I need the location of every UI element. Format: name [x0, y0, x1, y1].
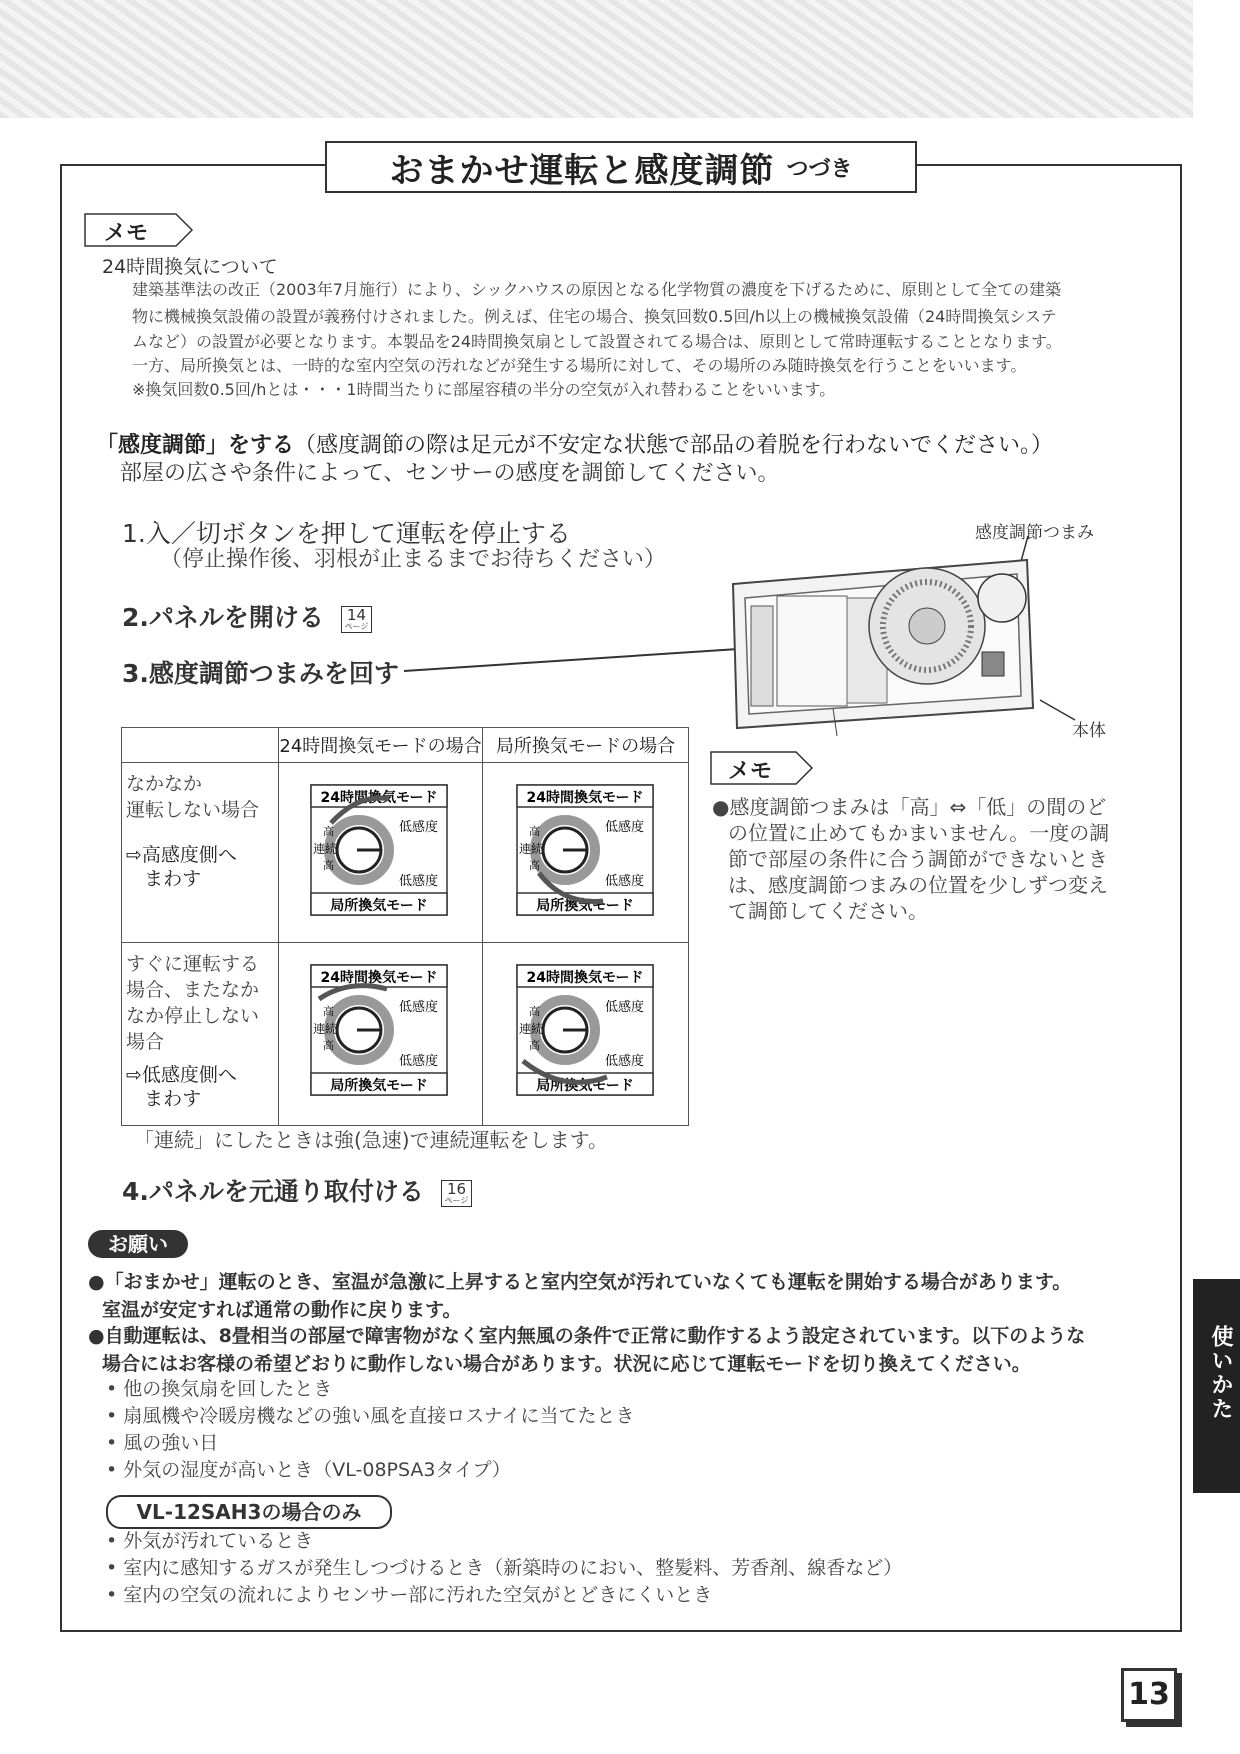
step-2-label: 2.パネルを開ける	[122, 603, 324, 632]
dial-diagram	[279, 763, 482, 938]
svg-text:高: 高	[529, 1005, 540, 1018]
section-heading-bold: 「感度調節」をする	[96, 433, 295, 458]
svg-text:高: 高	[323, 825, 334, 838]
page-number: 13	[1121, 1668, 1177, 1722]
table-header-24h: 24時間換気モードの場合	[279, 728, 483, 763]
side-tab	[1193, 1279, 1240, 1493]
body-label: 本体	[1072, 721, 1106, 741]
svg-text:局所換気モード: 局所換気モード	[536, 1078, 634, 1094]
memo-tag-label: メモ	[104, 221, 149, 246]
dial-diagram	[483, 943, 688, 1121]
svg-text:連続: 連続	[313, 1022, 338, 1036]
dial-bottom-label: 局所換気モード	[330, 898, 428, 914]
model-items	[106, 1528, 902, 1609]
page-ref-16: 16 ページ	[441, 1180, 473, 1207]
svg-text:24時間換気モード: 24時間換気モード	[526, 790, 644, 806]
list-item: • 室内に感知するガスが発生しつづけるとき（新築時のにおい、整髪料、芳香剤、線香など）	[106, 1557, 903, 1579]
table-row	[122, 943, 689, 1126]
svg-text:高: 高	[529, 859, 540, 872]
request-bullet-1: ●「おまかせ」運転のとき、室温が急激に上昇すると室内空気が汚れていなくても運転を開始する場合があります。 室温が安定すれば通常の動作に戻ります。	[88, 1271, 1072, 1321]
list-item: • 扇風機や冷暖房機などの強い風を直接ロスナイに当てたとき	[106, 1405, 635, 1427]
table-row	[122, 763, 689, 943]
row-1-turn: ⇨高感度側へ まわす	[126, 844, 237, 890]
memo-2-body: ●感度調節つまみは「高」⇔「低」の間のど の位置に止めてもかまいません。一度の調 節で部屋の条件に合う調節ができないとき は、感度調節つまみの位置を少しずつ変え て調節してください。	[712, 795, 1110, 923]
table-footnote: 「連続」にしたときは強(急速)で連続運転をします。	[134, 1128, 609, 1152]
svg-text:低感度: 低感度	[399, 1054, 439, 1069]
memo-line: 建築基準法の改正（2003年7月施行）により、シックハウスの原因となる化学物質の濃度を下げるために、原則として全ての建築	[132, 280, 1062, 299]
table-header-local: 局所換気モードの場合	[483, 728, 689, 763]
mode-table	[121, 727, 689, 1126]
request-items	[106, 1376, 635, 1484]
dial-diagram	[279, 943, 482, 1121]
dial-cell	[279, 763, 483, 943]
dial-top-label: 24時間換気モード	[320, 790, 438, 806]
section-sub: 部屋の広さや条件によって、センサーの感度を調節してください。	[120, 461, 780, 486]
step-3: 3.感度調節つまみを回す	[122, 659, 399, 688]
svg-text:高: 高	[323, 859, 334, 872]
memo-line: ※換気回数0.5回/hとは・・・1時間当たりに部屋容積の半分の空気が入れ替わることをいいます。	[132, 380, 836, 399]
svg-text:低感度: 低感度	[605, 1054, 645, 1069]
row-1-label: なかなか 運転しない場合 ⇨高感度側へ まわす	[122, 763, 279, 943]
svg-text:低感度: 低感度	[605, 1000, 645, 1015]
dial-low-label: 低感度	[399, 820, 439, 835]
dial-diagram	[483, 763, 688, 938]
leader-line	[0, 0, 1240, 800]
svg-text:連続: 連続	[519, 842, 544, 856]
memo-line: 一方、局所換気とは、一時的な室内空気の汚れなどが発生する場所に対して、その場所のみ随時換気を行うことをいいます。	[132, 356, 1027, 375]
model-pill: VL-12SAH3の場合のみ	[106, 1495, 392, 1529]
step-1-note: （停止操作後、羽根が止まるまでお待ちください）	[160, 547, 667, 572]
request-tag: お願い	[88, 1230, 188, 1258]
svg-text:低感度: 低感度	[399, 1000, 439, 1015]
svg-text:局所換気モード: 局所換気モード	[330, 1078, 428, 1094]
step-1: 1.入／切ボタンを押して運転を停止する	[122, 519, 571, 548]
side-tab-label: 使いかた	[1208, 1325, 1233, 1421]
memo-line: 物に機械換気設備の設置が義務付けされました。例えば、住宅の場合、換気回数0.5回/h以上の機械換気設備（24時間換気システ	[132, 307, 1057, 326]
svg-text:高: 高	[529, 1039, 540, 1052]
memo-tag-label: メモ	[728, 759, 773, 784]
table-corner	[122, 728, 279, 763]
section-heading-note: （感度調節の際は足元が不安定な状態で部品の着脱を行わないでください。）	[294, 433, 1054, 458]
request-bullet-2: ●自動運転は、8畳相当の部屋で障害物がなく室内無風の条件で正常に動作するよう設定されています。以下のような 場合にはお客様の希望どおりに動作しない場合があります。状況に応じて運転モードを切り換えてください。	[88, 1325, 1086, 1375]
row-2-turn: ⇨低感度側へ まわす	[126, 1064, 237, 1110]
svg-text:高: 高	[323, 1005, 334, 1018]
list-item: • 他の換気扇を回したとき	[106, 1378, 333, 1400]
step-4	[122, 1172, 472, 1208]
list-item: • 室内の空気の流れによりセンサー部に汚れた空気がとどきにくいとき	[106, 1584, 713, 1606]
svg-text:24時間換気モード: 24時間換気モード	[526, 970, 644, 986]
memo-heading: 24時間換気について	[102, 256, 278, 278]
row-2-label: すぐに運転する 場合、またなか なか停止しない 場合 ⇨低感度側へ まわす	[122, 943, 279, 1126]
svg-text:高: 高	[529, 825, 540, 838]
svg-text:低感度: 低感度	[605, 820, 645, 835]
svg-text:24時間換気モード: 24時間換気モード	[320, 970, 438, 986]
step-4-label: 4.パネルを元通り取付ける	[122, 1177, 424, 1206]
list-item: • 風の強い日	[106, 1432, 219, 1454]
svg-text:高: 高	[323, 1039, 334, 1052]
svg-text:連続: 連続	[313, 842, 338, 856]
list-item: • 外気が汚れているとき	[106, 1530, 314, 1552]
dial-cell	[279, 943, 483, 1126]
dial-cell	[483, 763, 689, 943]
title-sub: つづき	[786, 156, 853, 182]
svg-text:低感度: 低感度	[399, 874, 439, 889]
svg-text:局所換気モード: 局所換気モード	[536, 898, 634, 914]
memo-tag-2	[710, 750, 814, 790]
page-ref-14: 14 ページ	[341, 606, 373, 633]
memo-line: ムなど）の設置が必要となります。本製品を24時間換気扇として設置されてる場合は、原則として常時運転することとなります。	[132, 332, 1062, 351]
svg-text:低感度: 低感度	[605, 874, 645, 889]
knob-label: 感度調節つまみ	[975, 523, 1094, 543]
svg-text:連続: 連続	[519, 1022, 544, 1036]
list-item: • 外気の湿度が高いとき（VL-08PSA3タイプ）	[106, 1459, 511, 1481]
title-main: おまかせ運転と感度調節	[389, 150, 775, 191]
device-illustration	[727, 558, 1037, 736]
dial-cell	[483, 943, 689, 1126]
